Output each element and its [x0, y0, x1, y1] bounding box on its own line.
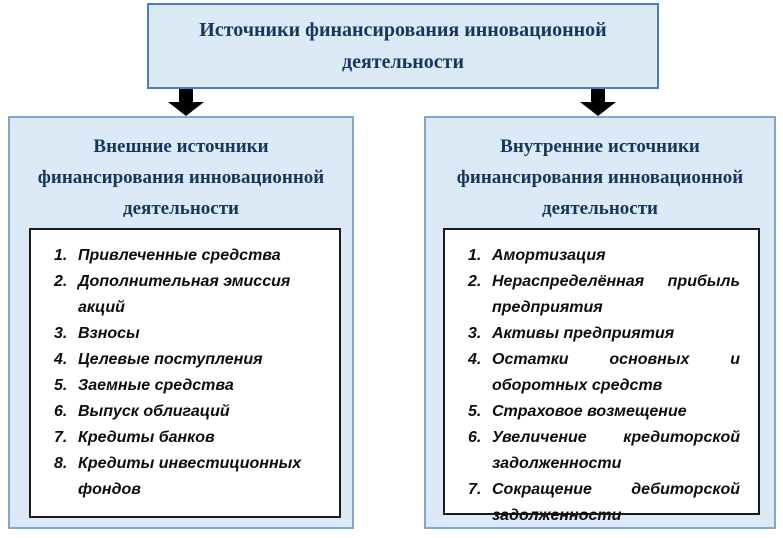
- list-item: Кредиты банков: [78, 429, 215, 446]
- internal-sources-list: [445, 243, 758, 529]
- external-sources-title: Внешние источники финансирования инновационной деятельности: [37, 136, 325, 219]
- list-item: Заемные средства: [78, 377, 234, 394]
- list-item: Взносы: [78, 325, 140, 342]
- list-item: Привлеченные средства: [78, 247, 281, 264]
- list-item: Увеличение кредиторской задолженности: [492, 429, 740, 472]
- list-item: Сокращение дебиторской задолженности: [492, 481, 740, 524]
- down-arrow-icon: [578, 89, 618, 116]
- list-item: Выпуск облигаций: [78, 403, 230, 420]
- list-item: Амортизация: [492, 247, 606, 264]
- internal-sources-box: [424, 116, 776, 529]
- list-item: Целевые поступления: [78, 351, 263, 368]
- root-title-box: [147, 3, 659, 89]
- internal-sources-list-panel: [443, 228, 760, 524]
- list-item: Остатки основных и оборотных средств: [492, 351, 740, 394]
- list-item: Дополнительная эмиссия акций: [78, 273, 291, 316]
- list-item: Страховое возмещение: [492, 403, 687, 420]
- list-item: Нераспределённая прибыль предприятия: [492, 273, 740, 316]
- external-sources-box: [8, 116, 354, 529]
- external-sources-list: [31, 243, 339, 503]
- list-item: Активы предприятия: [492, 325, 675, 342]
- page-title: Источники финансирования инновационной деятельности: [199, 19, 607, 73]
- external-sources-list-panel: [29, 228, 341, 518]
- internal-sources-title: Внутренние источники финансирования инновационной деятельности: [456, 136, 744, 219]
- list-item: Кредиты инвестиционных фондов: [78, 455, 302, 498]
- down-arrow-icon: [166, 89, 206, 116]
